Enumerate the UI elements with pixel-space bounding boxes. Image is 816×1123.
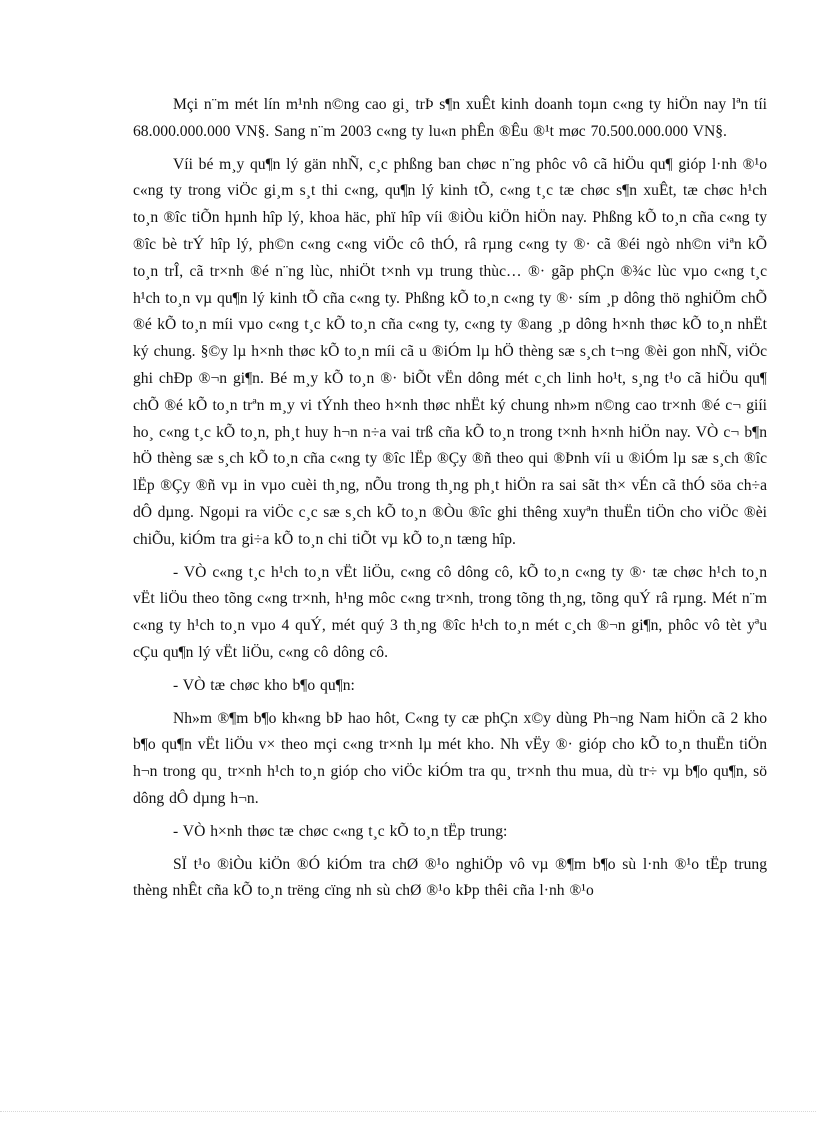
- paragraph-management-apparatus: Víi bé m¸y qu¶n lý gän nhÑ, c¸c phßng ban chøc n¨ng phôc vô cã hiÖu qu¶ gióp l·nh ®¹o c«ng ty trong viÖc gi¸m s¸t thi c«ng, qu¶n lý kinh tÕ, c«ng t¸c tæ chøc s¶n xuÊt, tæ chøc h¹ch to¸n ®îc tiÕn hµnh hîp lý, khoa häc, phï hîp víi ®iÒu kiÖn hiÖn nay. Phßng kÕ to¸n cña c«ng ty ®îc bè trÝ hîp lý, ph©n c«ng c«ng viÖc cô thÓ, râ rµng c«ng ty ®· cã ®éi ngò nh©n viªn kÕ to¸n trÎ, cã tr×nh ®é n¨ng lùc, nhiÖt t×nh vµ trung thùc… ®· gãp phÇn ®¾c lùc vµo c«ng t¸c h¹ch to¸n vµ qu¶n lý kinh tÕ cña c«ng ty. Phßng kÕ to¸n c«ng ty ®· sím ¸p dông thö nghiÖm chÕ ®é kÕ to¸n míi vµo c«ng t¸c kÕ to¸n cña c«ng ty, c«ng ty ®ang ¸p dông h×nh thøc kÕ to¸n nhËt ký chung. §©y lµ h×nh thøc kÕ to¸n míi cã u ®iÓm lµ hÖ thèng sæ s¸ch t¬ng ®èi gon nhÑ, viÖc ghi chÐp ®¬n gi¶n. Bé m¸y kÕ to¸n ®· biÕt vËn dông mét c¸ch linh ho¹t, s¸ng t¹o cã hiÖu qu¶ chÕ ®é kÕ to¸n trªn m¸y vi tÝnh theo h×nh thøc nhËt ký chung nh»m n©ng cao tr×nh ®é c¬ giíi ho¸ c«ng t¸c kÕ to¸n, ph¸t huy h¬n n÷a vai trß cña kÕ to¸n trong t×nh h×nh hiÖn nay. VÒ c¬ b¶n hÖ thèng sæ s¸ch kÕ to¸n cña c«ng ty ®îc lËp ®Çy ®ñ theo qui ®Þnh víi u ®iÓm lµ sæ s¸ch ®îc lËp ®Çy ®ñ vµ in vµo cuèi th¸ng, nÕu trong th¸ng ph¸t hiÖn ra sai sãt th× vÉn cã thÓ söa ch÷a dÔ dµng. Ngoµi ra viÖc c¸c sæ s¸ch kÕ to¸n ®Òu ®îc ghi thêng xuyªn thuËn tiÖn cho viÖc ®èi chiÕu, kiÓm tra gi÷a kÕ to¸n chi tiÕt vµ kÕ to¸n tæng hîp.: [133, 155, 767, 548]
- paragraph-materials-accounting: - VÒ c«ng t¸c h¹ch to¸n vËt liÖu, c«ng cô dông cô, kÕ to¸n c«ng ty ®· tæ chøc h¹ch to¸n vËt liÖu theo tõng c«ng tr×nh, h¹ng môc c«ng tr×nh, trong tõng th¸ng, tõng quÝ râ rµng. Mét n¨m c«ng ty h¹ch to¸n vµo 4 quÝ, mét quý 3 th¸ng ®îc h¹ch to¸n mét c¸ch ®¬n gi¶n, phôc vô tèt yªu cÇu qu¶n lý vËt liÖu, c«ng cô dông cô.: [133, 563, 767, 661]
- paragraph-revenue: Mçi n¨m mét lín m¹nh n©ng cao gi¸ trÞ s¶n xuÊt kinh doanh toµn c«ng ty hiÖn nay lªn tíi 68.000.000.000 VN§. Sang n¨m 2003 c«ng ty lu«n phÊn ®Êu ®¹t møc 70.500.000.000 VN§.: [133, 96, 767, 140]
- page-bottom-divider: [0, 1111, 816, 1112]
- paragraph-centralized-accounting: SÏ t¹o ®iÒu kiÖn ®Ó kiÓm tra chØ ®¹o nghiÖp vô vµ ®¶m b¶o sù l·nh ®¹o tËp trung thèng nhÊt cña kÕ to¸n trëng cïng nh sù chØ ®¹o kÞp thêi cña l·nh ®¹o: [133, 855, 767, 900]
- document-page: [133, 92, 767, 911]
- heading-warehouse: - VÒ tæ chøc kho b¶o qu¶n:: [173, 676, 355, 694]
- paragraph-warehouse: Nh»m ®¶m b¶o kh«ng bÞ hao hôt, C«ng ty cæ phÇn x©y dùng Ph¬ng Nam hiÖn cã 2 kho b¶o qu¶n vËt liÖu v× theo mçi c«ng tr×nh lµ mét kho. Nh vËy ®· gióp cho kÕ to¸n thuËn tiÖn h¬n trong qu¸ tr×nh h¹ch to¸n gióp cho viÖc kiÓm tra qu¸ tr×nh thu mua, dù tr÷ vµ b¶o qu¶n, sö dông dÔ dµng h¬n.: [133, 709, 767, 807]
- heading-centralized-accounting: - VÒ h×nh thøc tæ chøc c«ng t¸c kÕ to¸n tËp trung:: [173, 822, 508, 840]
